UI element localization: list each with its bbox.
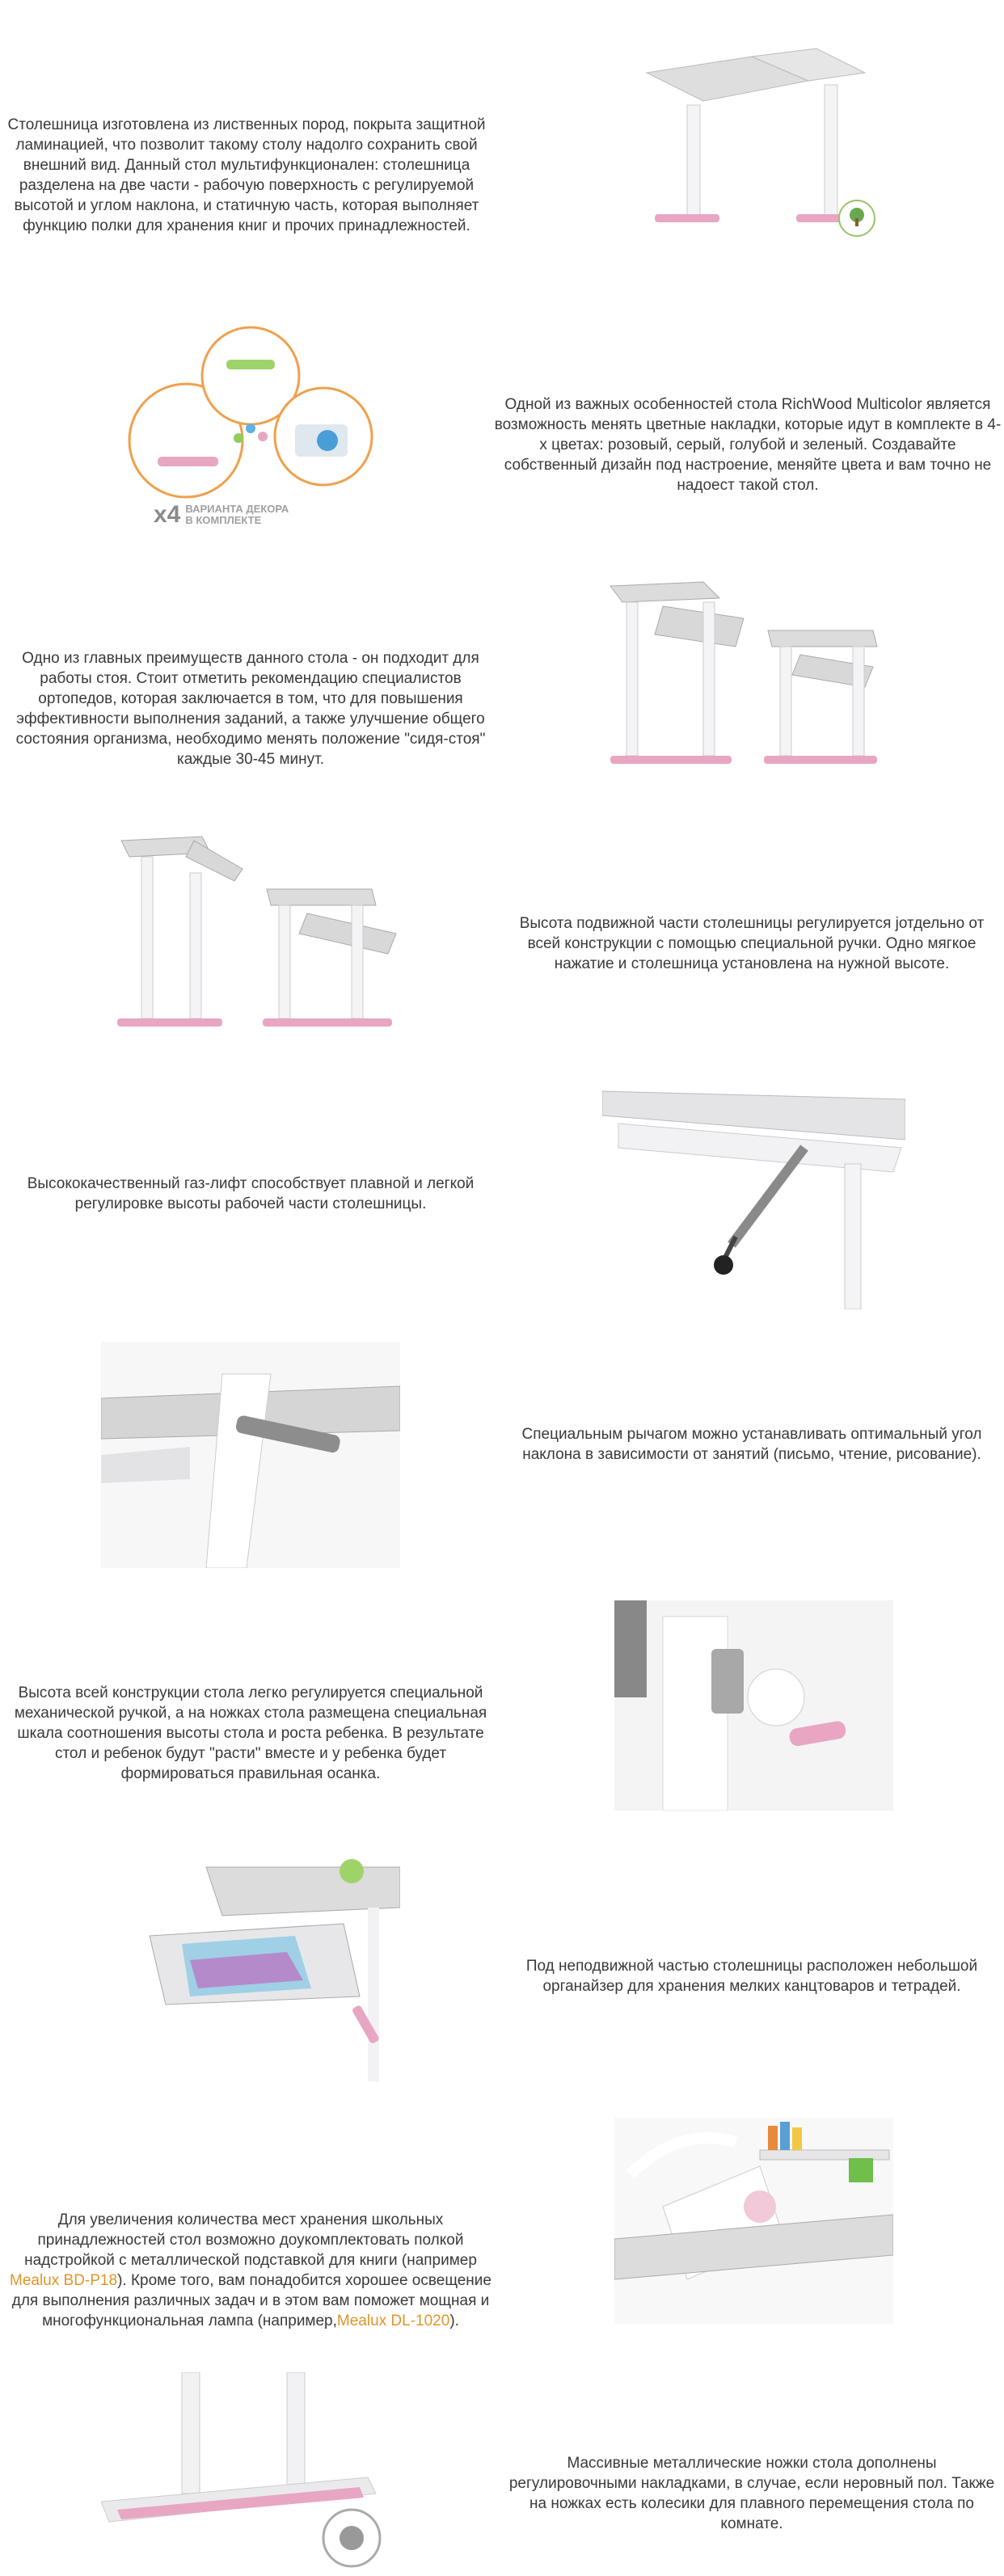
plant-icon (340, 1859, 364, 1883)
feature-text-2: Одной из важных особенностей стола RichWood Multicolor является возможность менять цветные накладки, которые идут в комплекте в 4-х цветах: розовый, серый, голубой и зеленый. Создавайте собственный дизайн под настроение, меняйте цвета и вам точно не надоест такой стол. (494, 396, 1002, 494)
decor-badge-line-1: ВАРИАНТА ДЕКОРА (185, 503, 289, 515)
feature-section-7 (0, 1592, 1004, 1835)
decor-variants-image (121, 307, 380, 533)
gas-lift-closeup-image (602, 1083, 905, 1309)
decor-badge-number: x4 (154, 501, 181, 528)
desk-with-eco-badge-image (622, 24, 881, 259)
feature-text-1: Столешница изготовлена из лиственных пород, покрыта защитной ламинацией, что позволит такому столу надолго сохранить свой внешний вид. Данный стол мультифункционален: столешница разделена на две части - рабочую поверхность с регулируемой высотой и углом наклона, и статичную часть, которая выполняет функцию полки для хранения книг и прочих принадлежностей. (7, 116, 486, 234)
feature-section-3 (0, 558, 1004, 800)
feature-section-1 (0, 0, 1004, 291)
feature-text-4: Высота подвижной части столешницы регулируется јотдельно от всей конструкции с помощью специальной ручки. Одно мягкое нажатие и столешница установлена на нужной высоте. (519, 915, 985, 972)
feature-section-4 (0, 808, 1004, 1051)
crank-handle-closeup-image (614, 1600, 893, 1811)
feature-text-9 (0, 2210, 501, 2331)
decor-badge-line-2: В КОМПЛЕКТЕ (185, 514, 262, 526)
feature-section-8 (0, 1851, 1004, 2093)
tilt-lever-closeup-image (101, 1342, 400, 1568)
feature-section-10 (0, 2368, 1004, 2576)
leg-with-wheel-image (101, 2372, 400, 2570)
feature-text-7: Высота всей конструкции стола легко регулируется специальной механической ручкой, а на ножках стола размещена специальная шкала соотношения высоты стола и роста ребенка. В результате стол и ребенок будут "расти" вместе и у ребенка будет формироваться правильная осанка. (14, 1684, 487, 1782)
feature-text-8: Под неподвижной частью столешницы расположен небольшой органайзер для хранения мелких канцтоваров и тетрадей. (525, 1958, 978, 1995)
feature-text-9-part-1: Для увеличения количества мест хранения школьных принадлежностей стол возможно доукомплектовать полкой надстройкой с металлической подставкой для книги (например (24, 2211, 477, 2269)
feature-section-5 (0, 1067, 1004, 1326)
cube-toy-icon (849, 2158, 873, 2182)
feature-text-10: Массивные металлические ножки стола дополнены регулировочными накладками, в случае, если неровный пол. Также на ножках есть колесики для плавного перемещения стола по комнате. (508, 2455, 995, 2532)
color-drop-icon (246, 424, 255, 433)
knob-icon (714, 1255, 733, 1275)
mealux-dl-1020-link[interactable]: Mealux DL-1020 (336, 2312, 450, 2329)
feature-text-3: Одно из главных преимуществ данного стола - он подходит для работы стоя. Стоит отметить рекомендацию специалистов ортопедов, которая заключается в том, что для повышения эффективности выполнения заданий, а также улучшение общего состояния организма, необходимо менять положение "сидя-стоя" каждые 30-45 минут. (15, 650, 486, 768)
decor-badge (154, 501, 289, 529)
desk-with-shelf-and-lamp-image (614, 2118, 893, 2324)
desk-tall-and-low-image (606, 574, 881, 776)
feature-text-9-part-2: ). Кроме того, вам понадобится хорошее освещение для выполнения различных задач и в этом вам поможет мощная и многофункциональная лампа (например, (11, 2272, 491, 2329)
feature-section-6 (0, 1334, 1004, 1576)
feature-text-6: Специальным рычагом можно устанавливать оптимальный угол наклона в зависимости от занятий (письмо, чтение, рисование). (521, 1426, 982, 1463)
feature-section-9 (0, 2110, 1004, 2368)
feature-text-5: Высококачественный газ-лифт способствует плавной и легкой регулировке высоты рабочей части столешницы. (27, 1175, 475, 1212)
mealux-bd-p18-link[interactable]: Mealux BD-P18 (10, 2272, 118, 2289)
feature-text-9-part-3: ). (449, 2312, 459, 2329)
feature-section-2 (0, 291, 1004, 550)
desk-tilt-positions-image (105, 824, 404, 1043)
organizer-drawer-image (101, 1859, 400, 2081)
